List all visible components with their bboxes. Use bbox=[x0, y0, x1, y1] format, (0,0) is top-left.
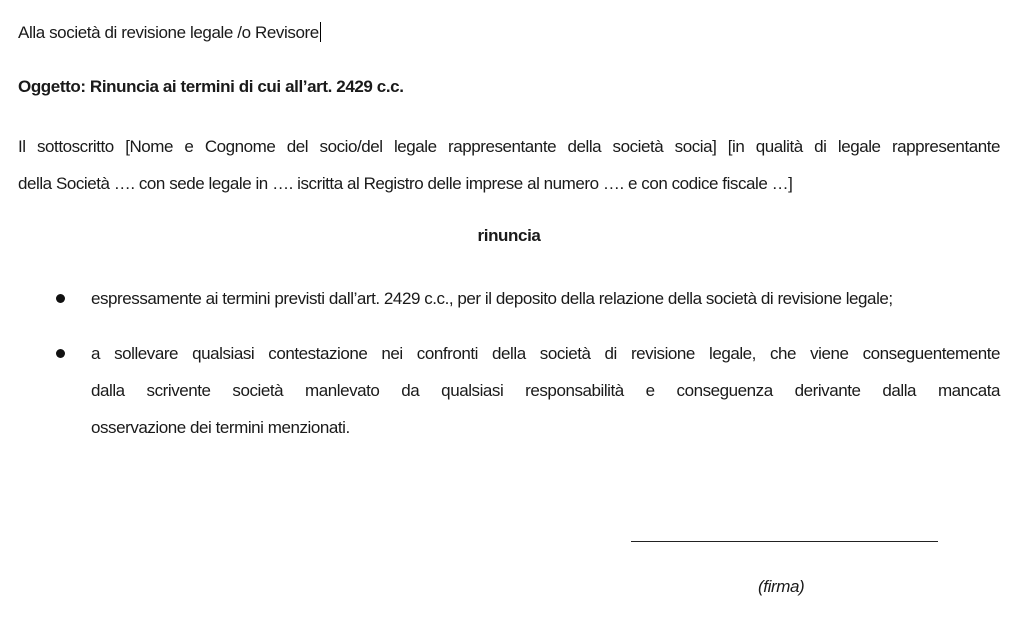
bullet-2-line-1: a sollevare qualsiasi contestazione nei confronti della società di revisione legale, che viene conseguentemente bbox=[91, 344, 1000, 363]
bullet-dot-icon bbox=[56, 349, 65, 358]
addressee-line[interactable] bbox=[18, 22, 321, 43]
bullet-2-line-3: osservazione dei termini menzionati. bbox=[91, 418, 350, 437]
bullet-text bbox=[91, 335, 1000, 446]
bullet-text bbox=[91, 280, 1000, 317]
bullet-list bbox=[18, 280, 1000, 446]
intro-line-2: della Società …. con sede legale in …. iscritta al Registro delle imprese al numero …. e con codice fiscale …] bbox=[18, 174, 793, 193]
bullet-1-line-1: espressamente ai termini previsti dall’art. 2429 c.c., per il deposito della relazione della società di revisione legale; bbox=[91, 289, 893, 308]
section-heading: rinuncia bbox=[477, 226, 541, 245]
bullet-2-line-2: dalla scrivente società manlevato da qualsiasi responsabilità e conseguenza derivante dalla mancata bbox=[91, 381, 1000, 400]
text-cursor bbox=[320, 22, 321, 42]
intro-paragraph bbox=[18, 128, 1000, 202]
document-page bbox=[18, 0, 1000, 628]
bullet-item-2 bbox=[18, 335, 1000, 446]
bullet-item-1 bbox=[18, 280, 1000, 317]
signature-label: (firma) bbox=[758, 577, 805, 596]
signature-line bbox=[631, 541, 938, 542]
intro-line-1: Il sottoscritto [Nome e Cognome del socio/del legale rappresentante della società socia] [in qualità di legale rappresentante bbox=[18, 137, 1000, 156]
subject-line: Oggetto: Rinuncia ai termini di cui all’art. 2429 c.c. bbox=[18, 77, 404, 96]
bullet-dot-icon bbox=[56, 294, 65, 303]
addressee-text: Alla società di revisione legale /o Revisore bbox=[18, 23, 319, 42]
